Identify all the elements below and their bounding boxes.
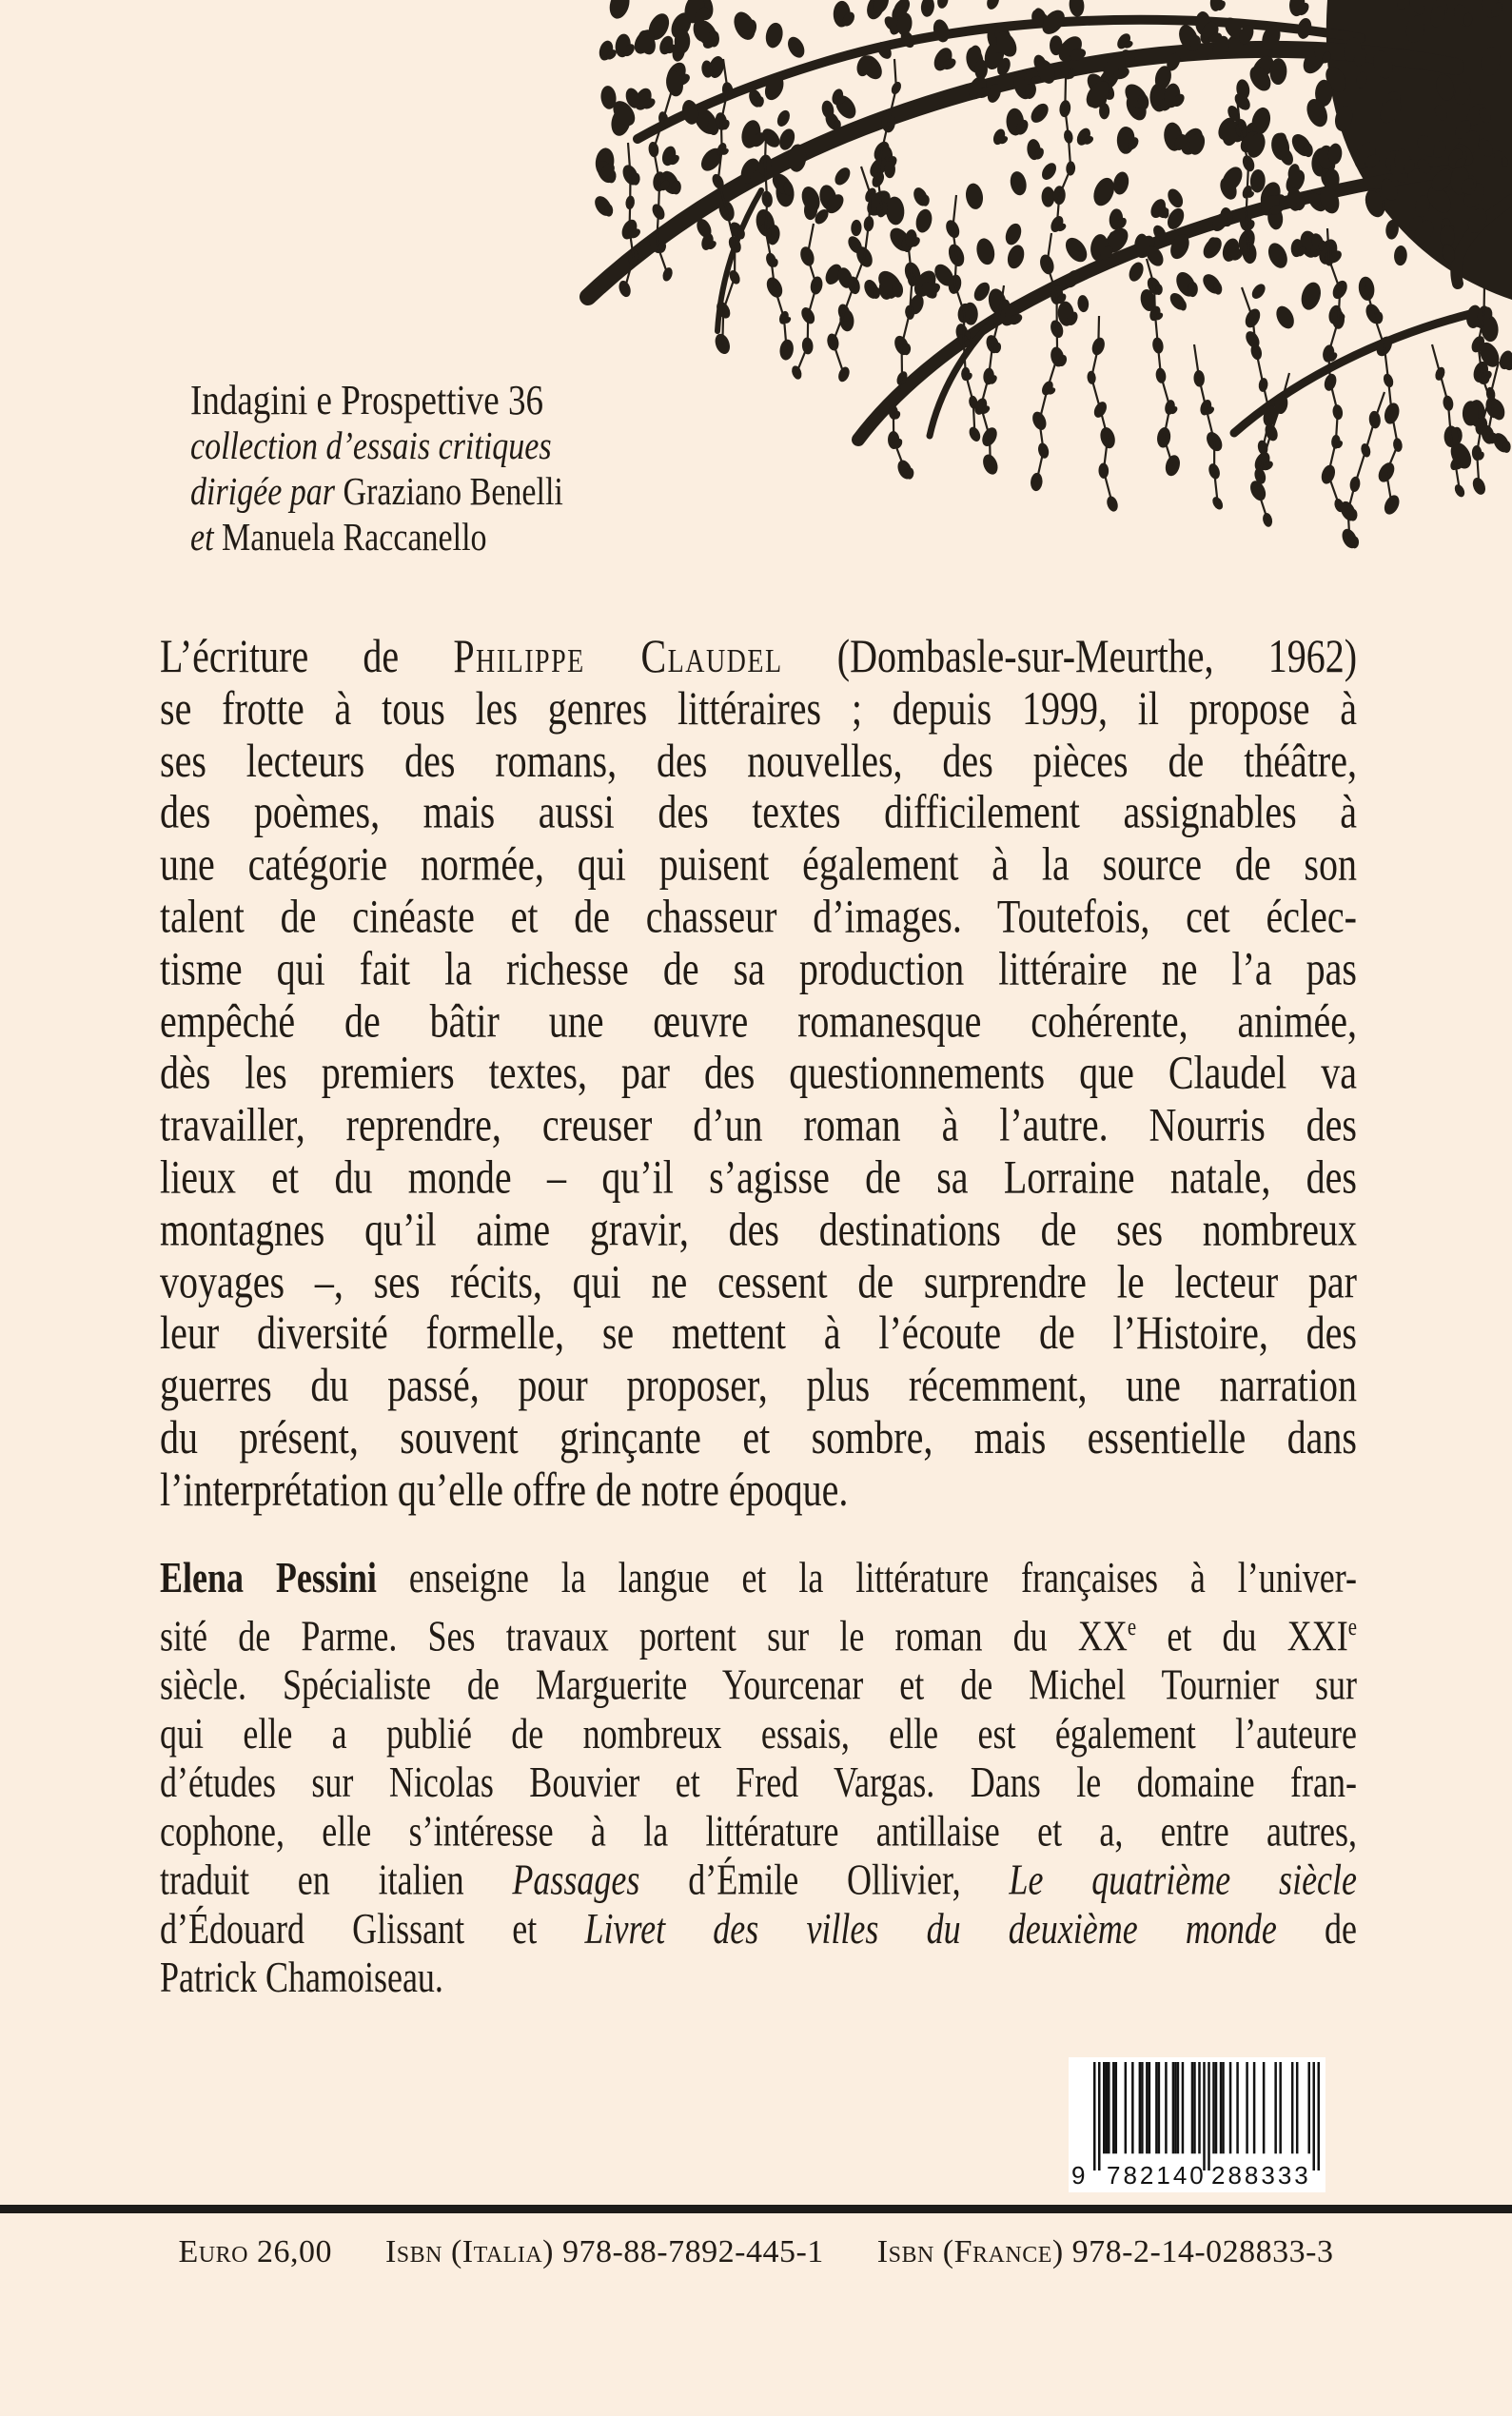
text-line: empêché de bâtir une œuvre romanesque cohérente, animée,: [160, 992, 1357, 1048]
text-line: guerres du passé, pour proposer, plus récemment, une narration: [160, 1358, 1357, 1412]
oak-branch-illustration: [0, 0, 1512, 685]
text-line: dirigée par Graziano Benelli: [190, 471, 563, 514]
collection-info: [190, 379, 856, 561]
isbn-france: Isbn (France) 978-2-14-028833-3: [876, 2234, 1334, 2269]
text-line: d’Édouard Glissant et Livret des villes du deuxième monde de: [160, 1904, 1357, 1953]
price: Euro 26,00: [178, 2234, 332, 2269]
text-line: voyages –, ses récits, qui ne cessent de surprendre le lecteur par: [160, 1253, 1357, 1307]
text-line: tisme qui fait la richesse de sa production littéraire ne l’a pas: [160, 941, 1357, 995]
text-line: L’écriture de Philippe Claudel (Dombasle-sur-Meurthe, 1962): [160, 628, 1358, 682]
text-line: travailler, reprendre, creuser d’un roman à l’autre. Nourris des: [160, 1097, 1357, 1151]
text-line: talent de cinéaste et de chasseur d’images. Toutefois, cet éclec-: [160, 889, 1357, 943]
text-line: dès les premiers textes, par des questionnements que Claudel va: [160, 1045, 1357, 1099]
text-line: Elena Pessini enseigne la langue et la littérature françaises à l’univer-: [160, 1554, 1357, 1601]
text-line: des poèmes, mais aussi des textes difficilement assignables à: [160, 784, 1357, 839]
text-line: collection d’essais critiques: [190, 425, 552, 468]
barcode: [1069, 2057, 1325, 2192]
text-line: du présent, souvent grinçante et sombre, mais essentielle dans: [160, 1409, 1357, 1464]
barcode-digits-right: 288333: [1211, 2161, 1311, 2190]
barcode-digits-left: 782140: [1107, 2161, 1207, 2190]
text-line: traduit en italien Passages d’Émile Ollivier, Le quatrième siècle: [160, 1856, 1358, 1904]
text-line: Patrick Chamoiseau.: [160, 1954, 443, 2001]
text-line: sité de Parme. Ses travaux portent sur le roman du XXe et du XXIe: [160, 1612, 1358, 1660]
price-isbn-row: [0, 2234, 1512, 2270]
text-line: une catégorie normée, qui puisent également à la source de son: [160, 836, 1357, 891]
text-line: leur diversité formelle, se mettent à l’écoute de l’Histoire, des: [160, 1306, 1357, 1360]
barcode-bars: [1093, 2062, 1320, 2170]
text-line: et Manuela Raccanello: [190, 517, 487, 560]
text-line: siècle. Spécialiste de Marguerite Yourcenar et de Michel Tournier sur: [160, 1660, 1357, 1709]
text-line: qui elle a publié de nombreux essais, elle est également l’auteure: [160, 1709, 1357, 1758]
author-bio: [160, 1554, 1357, 2002]
book-description: [160, 630, 1357, 1516]
text-line: ses lecteurs des romans, des nouvelles, des pièces de théâtre,: [160, 733, 1357, 787]
text-line: cophone, elle s’intéresse à la littérature antillaise et a, entre autres,: [160, 1807, 1357, 1856]
divider-rule: [0, 2205, 1512, 2213]
text-line: montagnes qu’il aime gravir, des destinations de ses nombreux: [160, 1201, 1357, 1256]
text-line: l’interprétation qu’elle offre de notre époque.: [160, 1462, 849, 1516]
text-line: d’études sur Nicolas Bouvier et Fred Vargas. Dans le domaine fran-: [160, 1758, 1357, 1806]
text-line: se frotte à tous les genres littéraires ; depuis 1999, il propose à: [160, 680, 1357, 735]
text-line: lieux et du monde – qu’il s’agisse de sa Lorraine natale, des: [160, 1149, 1357, 1204]
isbn-italy: Isbn (Italia) 978-88-7892-445-1: [384, 2234, 824, 2269]
text-line: Indagini e Prospettive 36: [190, 377, 543, 424]
barcode-digit-prefix: 9: [1071, 2161, 1089, 2190]
